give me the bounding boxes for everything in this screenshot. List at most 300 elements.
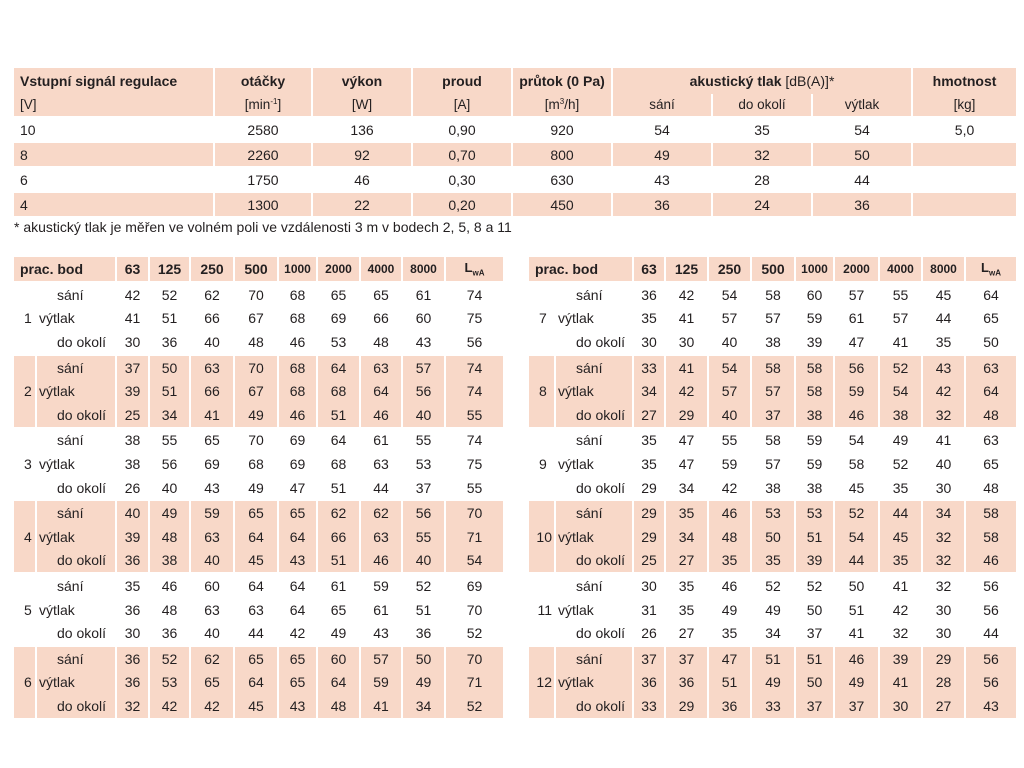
table-cell: 44 (983, 625, 999, 642)
table-cell: 38 (116, 452, 149, 476)
table-cell: 71 (445, 525, 503, 549)
table-cell: 51 (834, 598, 879, 622)
table-cell: 56 (402, 500, 445, 525)
table-cell: 75 (466, 310, 483, 327)
table-cell: 46 (360, 403, 402, 428)
table-cell: 37 (751, 403, 795, 428)
table-cell: 35 (708, 549, 751, 574)
table-cell: 49 (751, 671, 795, 695)
table-cell: 59 (708, 452, 751, 476)
table-cell: 36 (665, 671, 708, 695)
table-cell: 54 (834, 428, 879, 453)
table-cell: 56 (834, 355, 879, 380)
table-cell: 35 (708, 621, 751, 646)
table-cell: 41 (922, 428, 965, 453)
work-point-number (529, 330, 555, 355)
table-cell: 48 (149, 525, 190, 549)
table-cell: 35 (633, 428, 665, 453)
table-cell: 40 (149, 476, 190, 501)
table-row (529, 379, 1016, 403)
header-power: výkon (312, 68, 412, 94)
table-cell: 39 (795, 549, 834, 574)
table-cell: 50 (834, 573, 879, 598)
table-cell: 55 (445, 403, 503, 428)
table-cell: 66 (190, 307, 234, 331)
table-cell: 57 (879, 307, 922, 331)
table-cell: 27 (633, 403, 665, 428)
header-lwa (965, 257, 1016, 282)
frequency-header: 1000 (278, 257, 317, 282)
table-cell: 39 (795, 330, 834, 355)
row-label: výtlak (36, 598, 116, 622)
header-flow: průtok (0 Pa) (512, 68, 612, 94)
table-cell: 38 (149, 549, 190, 574)
header-acoustic: akustický tlak [dB(A)]* (612, 68, 912, 94)
table-cell: 50 (751, 525, 795, 549)
table-cell: 42 (278, 621, 317, 646)
table-cell: 29 (665, 403, 708, 428)
table-cell: 42 (116, 282, 149, 307)
table-cell: 36 (633, 282, 665, 307)
table-cell: 53 (317, 330, 360, 355)
table-row (529, 330, 1016, 355)
table-cell: 31 (633, 598, 665, 622)
table-cell: 56 (965, 671, 1016, 695)
frequency-header: 2000 (317, 257, 360, 282)
frequency-header: 500 (751, 257, 795, 282)
table-cell: 63 (190, 355, 234, 380)
table-cell: 43 (612, 167, 712, 192)
table-cell: 28 (922, 671, 965, 695)
row-label: sání (36, 282, 116, 307)
table-cell: 35 (879, 549, 922, 574)
table-row (14, 549, 503, 574)
table-cell: 62 (190, 282, 234, 307)
table-cell: 40 (708, 403, 751, 428)
table-cell: 8 (14, 142, 214, 167)
frequency-header: 4000 (879, 257, 922, 282)
table-cell: 450 (512, 192, 612, 216)
noise-table-right (529, 257, 1016, 718)
header-lwa (445, 257, 503, 282)
table-row (529, 282, 1016, 307)
row-label: výtlak (555, 671, 633, 695)
table-cell: 40 (190, 549, 234, 574)
table-cell: 33 (633, 355, 665, 380)
table-cell: 50 (983, 333, 999, 350)
table-cell: 33 (751, 694, 795, 718)
table-cell: 136 (312, 117, 412, 142)
table-cell: 64 (278, 598, 317, 622)
table-cell: 41 (879, 330, 922, 355)
table-cell: 37 (633, 646, 665, 671)
table-cell: 45 (834, 476, 879, 501)
table-cell: 63 (190, 598, 234, 622)
row-label: výtlak (36, 379, 116, 403)
row-label: sání (555, 500, 633, 525)
table-cell: 52 (149, 282, 190, 307)
table-cell: 63 (360, 525, 402, 549)
table-cell: 40 (708, 330, 751, 355)
unit-flow: $[m^3/h]$ (512, 94, 612, 117)
table-cell: 36 (812, 192, 912, 216)
header-work-point: prac. bod (529, 257, 633, 282)
table-cell: 0,90 (412, 117, 512, 142)
table-cell: 37 (665, 646, 708, 671)
table-cell: 70 (445, 500, 503, 525)
table-cell: 45 (922, 282, 965, 307)
table-cell: 50 (795, 671, 834, 695)
row-label: výtlak (555, 598, 633, 622)
table-row (14, 428, 503, 453)
table-cell: 63 (360, 452, 402, 476)
table-row (529, 428, 1016, 453)
frequency-header: 250 (190, 257, 234, 282)
work-point-number: 12 (529, 671, 555, 695)
table-cell: 58 (834, 452, 879, 476)
frequency-header: 8000 (402, 257, 445, 282)
table-cell: 41 (834, 621, 879, 646)
table-row (14, 694, 503, 718)
table-cell: 43 (402, 330, 445, 355)
table-cell: 53 (751, 500, 795, 525)
table-cell: 40 (402, 403, 445, 428)
table-cell: 45 (234, 694, 278, 718)
table-cell: 630 (512, 167, 612, 192)
table-cell (912, 167, 1016, 192)
table-cell: 52 (879, 355, 922, 380)
unit-row (14, 94, 1016, 117)
work-point-number (529, 694, 555, 718)
header-work-point: prac. bod (14, 257, 116, 282)
work-point-number: 1 (14, 307, 36, 331)
work-point-number (14, 500, 36, 525)
table-cell: 38 (879, 403, 922, 428)
table-cell: 57 (708, 379, 751, 403)
table-cell: 45 (234, 549, 278, 574)
table-cell: 42 (922, 379, 965, 403)
table-cell: 40 (116, 500, 149, 525)
table-cell: 48 (965, 403, 1016, 428)
table-cell: 34 (665, 525, 708, 549)
work-point-number: 10 (529, 525, 555, 549)
table-cell: 32 (116, 694, 149, 718)
row-label: do okolí (36, 621, 116, 646)
table-cell: 65 (234, 500, 278, 525)
row-label: sání (555, 428, 633, 453)
table-cell: 58 (751, 428, 795, 453)
table-cell: 48 (983, 479, 999, 496)
header-row (14, 68, 1016, 94)
table-cell: 50 (795, 598, 834, 622)
work-point-number (529, 646, 555, 671)
table-cell: 61 (402, 282, 445, 307)
unit-power: [W] (312, 94, 412, 117)
lwa-letter: L (464, 260, 473, 276)
table-cell: 36 (116, 646, 149, 671)
table-cell: 69 (445, 573, 503, 598)
table-cell: 56 (965, 646, 1016, 671)
table-cell: 70 (234, 282, 278, 307)
table-cell: 74 (445, 355, 503, 380)
table-cell: 50 (149, 355, 190, 380)
table-cell: 65 (983, 455, 999, 472)
table-cell: 42 (879, 598, 922, 622)
row-label: výtlak (36, 452, 116, 476)
table-cell: 36 (633, 671, 665, 695)
table-cell: 37 (116, 355, 149, 380)
table-row (529, 671, 1016, 695)
table-row (14, 142, 1016, 167)
table-cell: 57 (751, 379, 795, 403)
table-cell: 63 (360, 355, 402, 380)
table-cell: 37 (795, 694, 834, 718)
table-cell: 61 (834, 307, 879, 331)
table-cell: 32 (922, 403, 965, 428)
table-cell: 54 (708, 282, 751, 307)
table-cell: 35 (751, 549, 795, 574)
table-row (529, 403, 1016, 428)
work-point-number: 9 (529, 452, 555, 476)
table-cell: 48 (149, 598, 190, 622)
table-cell: 30 (922, 476, 965, 501)
table-cell: 49 (317, 621, 360, 646)
unit-current: [A] (412, 94, 512, 117)
frequency-header-row (14, 257, 503, 282)
row-label: výtlak (36, 525, 116, 549)
table-cell: 48 (360, 330, 402, 355)
table-cell: 51 (402, 598, 445, 622)
row-label: výtlak (555, 307, 633, 331)
table-cell: 54 (708, 355, 751, 380)
table-cell: 49 (612, 142, 712, 167)
table-row (529, 549, 1016, 574)
table-row (14, 117, 1016, 142)
table-cell: 36 (116, 598, 149, 622)
table-cell: 41 (879, 573, 922, 598)
header-current: proud (412, 68, 512, 94)
table-cell: 56 (965, 573, 1016, 598)
table-cell: 69 (190, 452, 234, 476)
table-cell: 44 (922, 307, 965, 331)
table-cell: 35 (116, 573, 149, 598)
row-label: do okolí (555, 694, 633, 718)
table-row (529, 621, 1016, 646)
table-cell: 65 (278, 646, 317, 671)
table-cell: 56 (983, 601, 999, 618)
table-cell: 54 (879, 379, 922, 403)
table-cell: 29 (633, 476, 665, 501)
table-row (14, 403, 503, 428)
table-cell: 51 (317, 476, 360, 501)
table-row (14, 646, 503, 671)
table-cell: 42 (665, 379, 708, 403)
table-cell: 69 (278, 452, 317, 476)
row-label: do okolí (36, 330, 116, 355)
table-cell: 53 (795, 500, 834, 525)
row-label: sání (36, 500, 116, 525)
table-cell: 47 (665, 428, 708, 453)
table-cell: 66 (317, 525, 360, 549)
table-row (14, 167, 1016, 192)
row-label: sání (36, 573, 116, 598)
table-cell: 64 (317, 355, 360, 380)
table-cell: 67 (234, 307, 278, 331)
table-cell: 1300 (214, 192, 312, 216)
table-cell: 44 (834, 549, 879, 574)
table-cell: 25 (633, 549, 665, 574)
table-cell: 41 (665, 307, 708, 331)
work-point-number: 6 (14, 671, 36, 695)
table-cell: 65 (317, 598, 360, 622)
table-cell: 30 (922, 598, 965, 622)
table-cell: 28 (712, 167, 812, 192)
table-cell: 47 (665, 452, 708, 476)
work-point-number: 7 (529, 307, 555, 331)
table-cell: 68 (234, 452, 278, 476)
work-point-number (14, 549, 36, 574)
work-point-number (14, 282, 36, 307)
table-cell: 59 (360, 671, 402, 695)
table-row (14, 525, 503, 549)
table-cell: 58 (965, 525, 1016, 549)
table-cell: 64 (317, 671, 360, 695)
table-cell: 68 (278, 355, 317, 380)
table-cell: 64 (234, 671, 278, 695)
table-cell: 36 (149, 330, 190, 355)
table-cell: 50 (402, 646, 445, 671)
table-cell: 63 (965, 355, 1016, 380)
table-row (529, 694, 1016, 718)
sub-header-suction: sání (612, 94, 712, 117)
table-cell: 48 (317, 694, 360, 718)
table-cell: 46 (834, 403, 879, 428)
table-cell: 40 (190, 621, 234, 646)
frequency-header: 63 (116, 257, 149, 282)
work-point-number (529, 282, 555, 307)
table-cell: 43 (278, 694, 317, 718)
table-cell: 74 (445, 282, 503, 307)
work-point-number (14, 646, 36, 671)
table-cell: 69 (317, 307, 360, 331)
table-cell: 34 (751, 621, 795, 646)
table-cell: 64 (278, 573, 317, 598)
table-cell: 38 (116, 428, 149, 453)
table-row (14, 307, 503, 331)
table-cell: 58 (795, 379, 834, 403)
table-cell: 56 (466, 333, 483, 350)
table-cell: 65 (278, 500, 317, 525)
table-cell (912, 192, 1016, 216)
header-signal: Vstupní signál regulace (14, 68, 214, 94)
table-cell: 60 (795, 282, 834, 307)
table-cell: 51 (317, 549, 360, 574)
table-cell: 65 (234, 646, 278, 671)
table-cell: 34 (633, 379, 665, 403)
work-point-number (14, 621, 36, 646)
row-label: sání (36, 646, 116, 671)
table-cell: 30 (879, 694, 922, 718)
header-rpm: otáčky (214, 68, 312, 94)
row-label: do okolí (555, 549, 633, 574)
table-cell: 35 (665, 500, 708, 525)
table-cell: 55 (466, 479, 483, 496)
table-cell: 46 (708, 500, 751, 525)
table-row (14, 192, 1016, 216)
unit-weight: [kg] (912, 94, 1016, 117)
lwa-subscript: wA (988, 268, 1001, 278)
table-cell: 0,30 (412, 167, 512, 192)
table-cell: 65 (190, 671, 234, 695)
table-cell: 46 (278, 403, 317, 428)
table-cell: 57 (402, 355, 445, 380)
table-cell: 68 (278, 307, 317, 331)
table-row (529, 525, 1016, 549)
table-cell: 59 (360, 573, 402, 598)
row-label: do okolí (36, 476, 116, 501)
unit-signal: [V] (14, 94, 214, 117)
work-point-number (529, 573, 555, 598)
row-label: výtlak (36, 307, 116, 331)
frequency-header: 2000 (834, 257, 879, 282)
table-cell: 44 (812, 167, 912, 192)
table-cell: 51 (795, 646, 834, 671)
table-cell: 37 (834, 694, 879, 718)
frequency-header: 8000 (922, 257, 965, 282)
table-cell: 46 (965, 549, 1016, 574)
sub-header-discharge: výtlak (812, 94, 912, 117)
table-cell: 41 (360, 694, 402, 718)
work-point-number (14, 476, 36, 501)
table-cell: 35 (665, 573, 708, 598)
table-cell: 24 (712, 192, 812, 216)
table-cell: 32 (922, 573, 965, 598)
table-cell: 40 (922, 452, 965, 476)
table-cell: 43 (360, 621, 402, 646)
row-label: výtlak (555, 452, 633, 476)
table-cell: 42 (708, 476, 751, 501)
table-cell: 35 (879, 476, 922, 501)
work-point-number: 5 (14, 598, 36, 622)
header-weight: hmotnost (912, 68, 1016, 94)
table-cell: 47 (834, 330, 879, 355)
work-point-number (14, 428, 36, 453)
table-cell: 64 (965, 379, 1016, 403)
table-cell: 53 (149, 671, 190, 695)
table-cell: 64 (360, 379, 402, 403)
table-cell: 55 (879, 282, 922, 307)
fan-parameters-table (14, 68, 1016, 216)
table-cell: 64 (234, 573, 278, 598)
row-label: sání (36, 428, 116, 453)
table-cell: 36 (149, 621, 190, 646)
table-cell: 60 (190, 573, 234, 598)
row-label: sání (555, 646, 633, 671)
table-row (14, 476, 503, 501)
row-label: sání (555, 282, 633, 307)
table-cell: 70 (234, 355, 278, 380)
table-cell: 52 (795, 573, 834, 598)
table-cell: 59 (795, 452, 834, 476)
table-cell: 52 (879, 452, 922, 476)
table-cell: 61 (360, 428, 402, 453)
table-cell: 46 (360, 549, 402, 574)
table-cell: 35 (665, 598, 708, 622)
table-cell: 27 (665, 621, 708, 646)
table-cell: 41 (190, 403, 234, 428)
table-cell: 64 (278, 525, 317, 549)
table-cell: 32 (879, 621, 922, 646)
